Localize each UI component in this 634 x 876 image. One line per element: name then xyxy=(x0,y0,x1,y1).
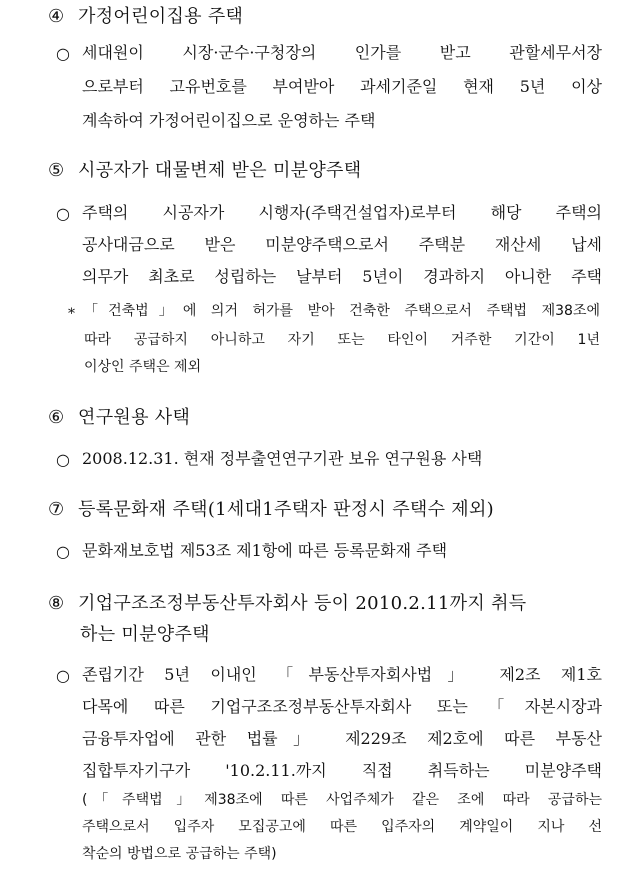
section-4-title: 가정어린이집용 주택 xyxy=(78,6,244,27)
section-7-line-1: 문화재보호법 제53조 제1항에 따른 등록문화재 주택 xyxy=(82,541,448,560)
section-8-line-3: 금융투자업에 관한 법률」 제229조 제2호에 따른 부동산 xyxy=(82,729,602,748)
section-5-note-line-3: 이상인 주택은 제외 xyxy=(84,359,202,375)
section-8-line-4: 집합투자기구가 '10.2.11.까지 직접 취득하는 미분양주택 xyxy=(82,761,602,780)
section-8-number: ⑧ xyxy=(48,593,65,614)
section-5-bullet: ○ xyxy=(56,204,70,223)
section-5-line-3: 의무가 최초로 성립하는 날부터 5년이 경과하지 아니한 주택 xyxy=(82,267,602,286)
section-8-note-line-3: 착순의 방법으로 공급하는 주택) xyxy=(82,846,277,862)
section-8-title-continued: 하는 미분양주택 xyxy=(80,624,210,645)
section-5-note-line-2: 따라 공급하지 아니하고 자기 또는 타인이 거주한 기간이 1년 xyxy=(84,332,600,348)
section-8-bullet: ○ xyxy=(56,666,70,685)
section-4-line-3: 계속하여 가정어린이집으로 운영하는 주택 xyxy=(82,111,376,130)
section-4-line-2: 으로부터 고유번호를 부여받아 과세기준일 현재 5년 이상 xyxy=(82,77,602,96)
section-6-title: 연구원용 사택 xyxy=(78,407,191,428)
section-8-title: 기업구조조정부동산투자회사 등이 2010.2.11까지 취득 xyxy=(78,593,527,614)
section-5-number: ⑤ xyxy=(48,160,65,181)
section-5-note-line-1: 「건축법」에 의거 허가를 받아 건축한 주택으로서 주택법 제38조에 xyxy=(84,303,600,319)
section-8-note-line-1: (「주택법」제38조에 따른 사업주체가 같은 조에 따라 공급하는 xyxy=(82,792,602,808)
section-7-heading xyxy=(48,495,618,525)
section-4-line-1: 세대원이 시장·군수·구청장의 인가를 받고 관할세무서장 xyxy=(82,43,602,62)
section-7-number: ⑦ xyxy=(48,499,65,520)
section-6-bullet: ○ xyxy=(56,450,70,469)
section-4-heading xyxy=(48,2,618,32)
section-7-title: 등록문화재 주택(1세대1주택자 판정시 주택수 제외) xyxy=(78,499,494,520)
section-5-line-2: 공사대금으로 받은 미분양주택으로서 주택분 재산세 납세 xyxy=(82,235,602,254)
section-8-heading xyxy=(48,589,618,619)
section-8-line-2: 다목에 따른 기업구조조정부동산투자회사 또는「자본시장과 xyxy=(82,697,602,716)
section-5-heading xyxy=(48,156,618,186)
section-6-heading xyxy=(48,403,618,433)
section-8-line-1: 존립기간 5년 이내인 「부동산투자회사법」 제2조 제1호 xyxy=(82,665,602,684)
section-7-bullet: ○ xyxy=(56,542,70,561)
section-4-number: ④ xyxy=(48,6,65,27)
section-4-bullet: ○ xyxy=(56,44,70,63)
section-6-line-1: 2008.12.31. 현재 정부출연연구기관 보유 연구원용 사택 xyxy=(82,449,483,468)
section-5-line-1: 주택의 시공자가 시행자(주택건설업자)로부터 해당 주택의 xyxy=(82,203,602,222)
section-6-number: ⑥ xyxy=(48,407,65,428)
section-5-note-mark: * xyxy=(68,306,75,322)
section-5-title: 시공자가 대물변제 받은 미분양주택 xyxy=(78,160,362,181)
section-8-note-line-2: 주택으로서 입주자 모집공고에 따른 입주자의 계약일이 지나 선 xyxy=(82,819,602,835)
